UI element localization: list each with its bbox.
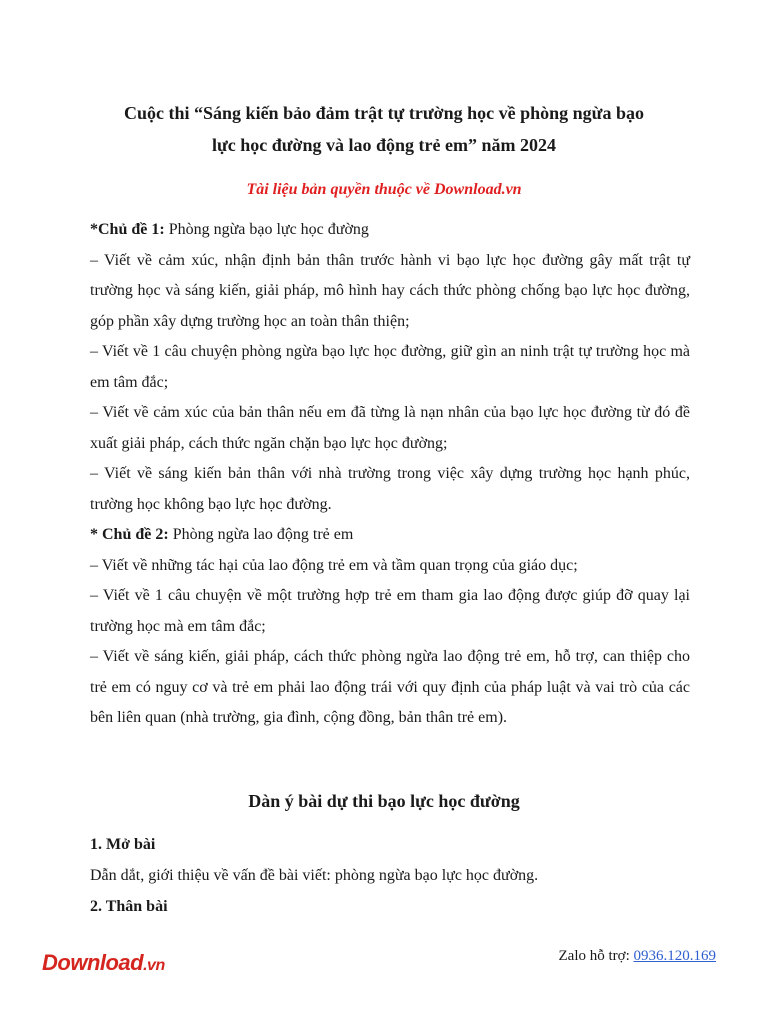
outline-text: Dẫn dắt, giới thiệu về vấn đề bài viết: phòng ngừa bạo lực học đường. bbox=[90, 867, 539, 884]
logo-main-text: Download bbox=[42, 950, 144, 975]
topic-1-item: – Viết về cảm xúc, nhận định bản thân trước hành vi bạo lực học đường gây mất trật tự trường học và sáng kiến, giải pháp, mô hình hay cách thức phòng chống bạo lực học đường, góp phần xây dựng trường học an toàn thân thiện; bbox=[90, 251, 690, 330]
topic-1-name: Phòng ngừa bạo lực học đường bbox=[164, 221, 369, 238]
topic-1-heading bbox=[90, 215, 690, 246]
topic-2-item: – Viết về sáng kiến, giải pháp, cách thức phòng ngừa lao động trẻ em, hỗ trợ, can thiệp cho trẻ em có nguy cơ và trẻ em phải lao động trái với quy định của pháp luật và vai trò của các bên liên quan (nhà trường, gia đình, cộng đồng, bản thân trẻ em). bbox=[90, 648, 690, 726]
topic-2-heading bbox=[90, 520, 690, 551]
download-logo[interactable] bbox=[42, 948, 165, 981]
logo-suffix-text: .vn bbox=[143, 957, 165, 974]
topic-1-item: – Viết về sáng kiến bản thân với nhà trường trong việc xây dựng trường học hạnh phúc, trường học không bạo lực học đường. bbox=[90, 465, 690, 513]
copyright-notice: Tài liệu bản quyền thuộc về Download.vn bbox=[246, 181, 522, 198]
topic-2-item: – Viết về 1 câu chuyện về một trường hợp trẻ em tham gia lao động được giúp đỡ quay lại trường học mà em tâm đắc; bbox=[90, 587, 690, 635]
outline-heading: 2. Thân bài bbox=[90, 898, 168, 915]
zalo-support bbox=[559, 944, 717, 968]
zalo-label: Zalo hỗ trợ: bbox=[558, 948, 634, 964]
document-title bbox=[60, 97, 708, 161]
title-line-1: Cuộc thi “Sáng kiến bảo đảm trật tự trường học về phòng ngừa bạo bbox=[124, 103, 644, 123]
outline-title: Dàn ý bài dự thi bạo lực học đường bbox=[248, 791, 520, 811]
topic-2-item: – Viết về những tác hại của lao động trẻ em và tầm quan trọng của giáo dục; bbox=[90, 556, 578, 574]
title-line-2: lực học đường và lao động trẻ em” năm 2024 bbox=[211, 135, 557, 155]
zalo-phone-link[interactable]: 0936.120.169 bbox=[633, 948, 716, 964]
topic-2-label: * Chủ đề 2: bbox=[90, 526, 169, 543]
topic-2-name: Phòng ngừa lao động trẻ em bbox=[168, 526, 354, 543]
topic-1-item: – Viết về cảm xúc của bản thân nếu em đã từng là nạn nhân của bạo lực học đường từ đó đề xuất giải pháp, cách thức ngăn chặn bạo lực học đường; bbox=[90, 404, 690, 452]
outline-heading: 1. Mở bài bbox=[90, 836, 156, 853]
topic-1-item: – Viết về 1 câu chuyện phòng ngừa bạo lực học đường, giữ gìn an ninh trật tự trường học mà em tâm đắc; bbox=[90, 343, 690, 391]
topic-1-label: *Chủ đề 1: bbox=[90, 221, 165, 238]
topics-body bbox=[90, 215, 690, 734]
outline-body bbox=[90, 829, 690, 922]
